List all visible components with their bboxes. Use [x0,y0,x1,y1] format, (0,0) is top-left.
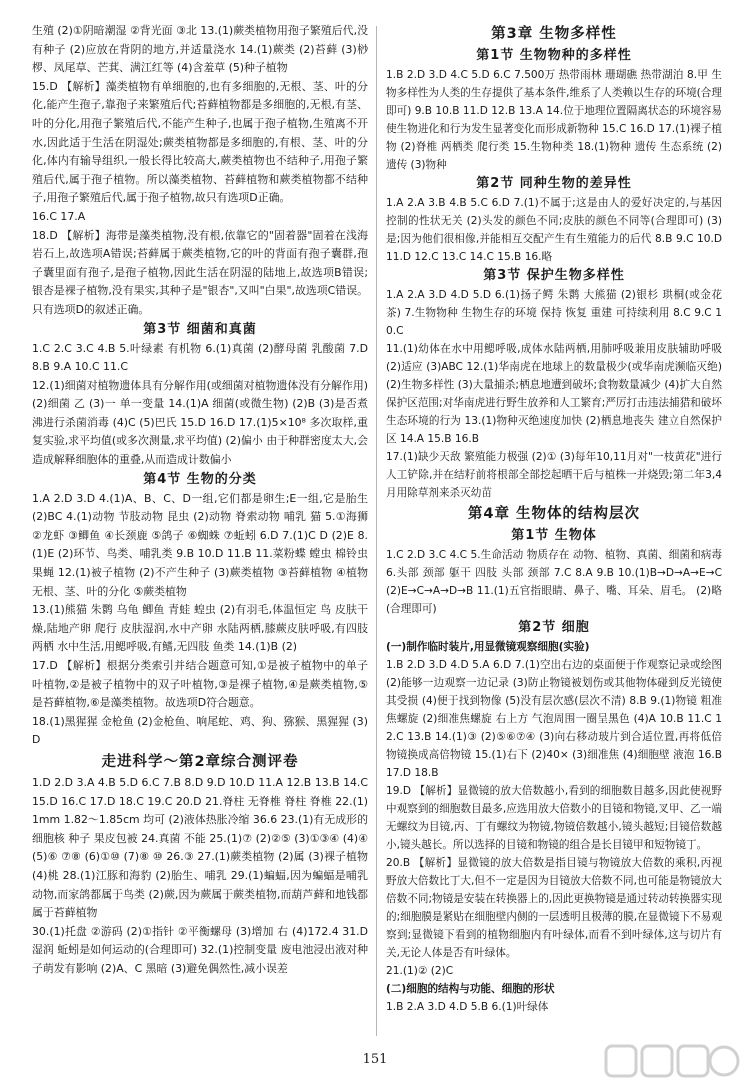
answer-paragraph: 13.(1)熊猫 朱鹮 乌龟 鲫鱼 青蛙 蝗虫 (2)有羽毛,体温恒定 鸟 皮肤干燥,陆地产卵 爬行 皮肤湿润,水中产卵 水陆两栖,膝蕨皮肤呼吸,有四肢 两栖 水中生活,用鳃呼吸,有鳍,无四肢 鱼类 14.(1)B (2) [32,603,368,654]
answer-paragraph: 15.D 【解析】藻类植物有单细胞的,也有多细胞的,无根、茎、叶的分化,能产生孢子,靠孢子来繁殖后代;苔藓植物都是多细胞的,无根,有茎、叶的分化,用孢子繁殖后代,不能产生种子,也属于孢子植物,生殖离不开水,因此适于生活在阴湿处;蕨类植物都是多细胞的,有根、茎、叶的分化,体内有输导组织,一般长得比较高大,蕨类植物也不结种子,用孢子繁殖后代,属于孢子植物。所以藻类植物、苔藓植物和蕨类植物都不结种子,用孢子繁殖后代,属于孢子植物,故只有选项D正确。 [32,79,368,205]
answer-paragraph: 18.D 【解析】海带是藻类植物,没有根,依靠它的"固着器"固着在浅海岩石上,故选项A错误;苔藓属于蕨类植物,它的叶的背面有孢子囊群,孢子囊里面有孢子,是孢子植物,因此生活在阴湿的陆地上,故选项B错误;银杏是裸子植物,没有果实,其种子是"银杏",又叫"白果",故选项C错误。只有选项D的叙述正确。 [32,228,368,316]
answer-paragraph: 1.A 2.D 3.D 4.(1)A、B、C、D一组,它们都是卵生;E一组,它是胎生 (2)BC 4.(1)动物 节肢动物 昆虫 (2)动物 脊索动物 哺乳 猫 5.①海狮 ②龙虾 ③鲫鱼 ④长颈鹿 ⑤鸽子 ⑥蜘蛛 ⑦蚯蚓 6.D 7.(1)C D (2)E 8.(1)E (2)环节、鸟类、哺乳类 9.B 10.D 11.B 11.菜粉蝶 螳虫 棉铃虫 果蝇 12.(1)被子植物 (2)不产生种子 (3)蕨类植物 ③苔藓植物 ④植物无根、茎、叶的分化 ⑤蕨类植物 [32,491,368,598]
section-heading: 第3节 保护生物多样性 [483,268,625,283]
section-heading: 第2节 细胞 [518,620,590,635]
answer-paragraph: 1.A 2.A 3.D 4.D 5.D 6.(1)扬子鳄 朱鹮 大熊猫 (2)银杉 珙桐(或金花茶) 7.生物物种 生物生存的环境 保持 恢复 重建 可持续利用 8.C 9.C 10.C [386,289,722,337]
answer-paragraph: 19.D 【解析】显微镜的放大倍数越小,看到的细胞数目越多,因此使视野中观察到的细胞数目最多,应选用放大倍数小的目镜和物镜,叉甲、乙一端无螺纹为目镜,丙、丁有螺纹为物镜,物镜倍数越小,镜头越短;目镜倍数越小,镜头越长。所以选择的目镜和物镜的组合是长目镜甲和短物镜丁。 [386,785,722,851]
answer-paragraph: 21.(1)② (2)C [386,965,454,977]
page-number: 151 [362,1052,388,1067]
answer-paragraph: 1.A 2.A 3.B 4.B 5.C 6.D 7.(1)不属于;这是由人的爱好决定的,与基因控制的性状无关 (2)头发的颜色不同;皮肤的颜色不同等(合理即可) (3)是;因为他们很相像,并能相互交配产生有生殖能力的后代 8.B 9.C 10.D 11.D 12.C 13.C 14.C 15.B 16.略 [386,197,722,263]
section-heading: 第1节 生物物种的多样性 [476,48,632,63]
answer-paragraph: 20.B 【解析】显微镜的放大倍数是指目镜与物镜放大倍数的乘积,丙视野放大倍数比丁大,但不一定是因为目镜放大倍数不同,也可能是物镜放大倍数不同;物镜是安装在转换器上的,因此更换物镜是通过转动转换器实现的;细胞膜是紧贴在细胞壁内侧的一层透明且极薄的膜,在显微镜下不易观察到;显微镜下看到的植物细胞内有叶绿体,而看不到叶绿体,这与切片有关,无论人体是否有叶绿体。 [386,857,722,959]
section-heading: 第3节 细菌和真菌 [143,321,257,337]
subsection-heading: (一)制作临时装片,用显微镜观察细胞(实验) [386,641,590,653]
right-column [386,22,722,1016]
chapter-heading: 第4章 生物体的结构层次 [467,506,641,522]
answer-paragraph: 17.(1)缺少天敌 繁殖能力极强 (2)① (3)每年10,11月对"一枝黄花"进行人工铲除,并在结籽前将根部全部挖起晒干后与植株一并烧毁;第二年3,4月用除草剂来杀灭幼苗 [386,451,722,499]
answer-paragraph: 11.(1)幼体在水中用鳃呼吸,成体水陆两栖,用肺呼吸兼用皮肤辅助呼吸 (2)适应 (3)ABC 12.(1)华南虎在地球上的数量极少(或华南虎濒临灭绝) (2)生物多样性 (3)大量捕杀;栖息地遭到破坏;食物数量减少 (4)扩大自然保护区范围;对华南虎进行野生放养和人工繁育;严厉打击违法捕猎和破坏生态环境的行为 13.(1)物种灭绝速度加快 (2)栖息地丧失 建立自然保护区 14.A 15.B 16.B [386,343,722,445]
chapter-heading: 走进科学～第2章综合测评卷 [101,753,299,770]
answer-paragraph: 1.C 2.C 3.C 4.B 5.叶绿素 有机物 6.(1)真菌 (2)酵母菌 乳酸菌 7.D 8.B 9.A 10.C 11.C [32,341,368,374]
answer-paragraph: 1.C 2.D 3.C 4.C 5.生命活动 物质存在 动物、植物、真菌、细菌和病毒 6.头部 颈部 躯干 四肢 头部 颈部 7.C 8.A 9.B 10.(1)B→D→A→E→C (2)E→C→A→D→B 11.(1)五官指眼睛、鼻子、嘴、耳朵、眉毛。 (2)略(合理即可) [386,549,722,615]
answer-paragraph: 1.B 2.D 3.D 4.C 5.D 6.C 7.500万 热带雨林 珊瑚礁 热带湖泊 8.甲 生物多样性为人类的生存提供了基本条件,维系了人类赖以生存的环境(合理即可) 9.B 10.B 11.D 12.B 13.A 14.位于地理位置隔离状态的环境容易使生物进化和行为发生显著变化而形成新物种 15.C 16.D 17.(1)裸子植物 (2)脊椎 两栖类 爬行类 15.生物种类 18.(1)物种 遗传 生态系统 (2)遗传 (3)物种 [386,69,722,171]
answer-paragraph: 1.D 2.D 3.A 4.B 5.D 6.C 7.B 8.D 9.D 10.D 11.A 12.B 13.B 14.C 15.D 16.C 17.D 18.C 19.C 20.D 21.脊柱 无脊椎 脊柱 脊椎 22.(1)1mm 1.82～1.85cm 均可 (2)液体热胀冷缩 36.6 23.(1)有无成形的细胞核 种子 果皮包被 24.真菌 不能 25.(1)⑦ (2)②⑤ (3)①③④ (4)④ (5)⑥ ⑦⑧ (6)①⑩ (7)⑧ ⑩ 26.③ 27.(1)蕨类植物 (2)属 (3)裸子植物 (4)桃 28.(1)江豚和海豹 (2)胎生、哺乳 29.(1)蝙蝠,因为蝙蝠是哺乳动物,而家鸽都属于鸟类 (2)蕨,因为蕨属于蕨类植物,而葫芦藓和地钱都属于苔藓植物 [32,775,368,920]
answer-paragraph: 17.D 【解析】根据分类索引并结合题意可知,①是被子植物中的单子叶植物,②是被子植物中的双子叶植物,③是裸子植物,④是蕨类植物,⑤是苔藓植物,⑥是藻类植物。故选项D符合题意。 [32,659,368,710]
answer-paragraph: 1.B 2.A 3.D 4.D 5.B 6.(1)叶绿体 [386,1001,549,1013]
answer-paragraph: 1.B 2.D 3.D 4.D 5.A 6.D 7.(1)空出右边的桌面便于作观察记录或绘图 (2)能够一边观察一边记录 (3)防止物镜被划伤或其他物体碰到反光镜使其受损 (4)便于找到物像 (5)没有层次感(层次不清) 8.B 9.(1)物镜 粗准焦螺旋 (2)细准焦螺旋 右上方 气泡周围一圈呈黑色 (4)A 10.B 11.C 12.C 13.B 14.(1)③ (2)⑤⑥⑦④ (3)向右移动玻片到合适位置,再将低倍物镜换成高倍物镜 15.(1)右下 (2)40× (3)细准焦 (4)细胞壁 液泡 16.B 17.D 18.B [386,659,722,779]
watermark-logo-icon [602,1040,742,1084]
section-heading: 第1节 生物体 [511,528,597,543]
chapter-heading: 第3章 生物多样性 [491,26,617,42]
answer-paragraph: 16.C 17.A [32,209,86,223]
answer-paragraph: 生殖 (2)①阴暗潮湿 ②背光面 ③北 13.(1)蕨类植物用孢子繁殖后代,没有种子 (2)应放在背阴的地方,并适量浇水 14.(1)蕨类 (2)苔藓 (3)桫椤、凤尾草、芒萁、满江红等 (4)含羞草 (5)种子植物 [32,24,368,75]
answer-paragraph: 30.(1)托盘 ②游码 (2)①指针 ②平衡螺母 (3)增加 右 (4)172.4 31.D 湿润 蚯蚓是如何运动的(合理即可) 32.(1)控制变量 废电池浸出液对种子萌发有影响 (2)A、C 黑暗 (3)避免偶然性,减小误差 [32,924,368,975]
section-heading: 第2节 同种生物的差异性 [476,176,632,191]
subsection-heading: (二)细胞的结构与功能、细胞的形状 [386,983,555,995]
column-divider [376,26,377,1036]
answer-paragraph: 18.(1)黑猩猩 金枪鱼 (2)金枪鱼、响尾蛇、鸡、狗、猕猴、黑猩猩 (3)D [32,714,368,747]
answer-paragraph: 12.(1)细菌对植物遗体具有分解作用(或细菌对植物遗体没有分解作用) (2)细菌 乙 (3)一 单一变量 14.(1)A 细菌(或微生物) (2)B (3)是否煮沸进行杀菌消毒 (4)C (5)巴氏 15.D 16.D 17.(1)5×10⁸ 多次取样,重复实验,求平均值(或多次测量,求平均值) (2)偏小 由于种群密度太大,会造成解释细胞体的重叠,从而造成计数偏小 [32,378,368,467]
left-column [32,22,368,979]
section-heading: 第4节 生物的分类 [143,471,257,487]
